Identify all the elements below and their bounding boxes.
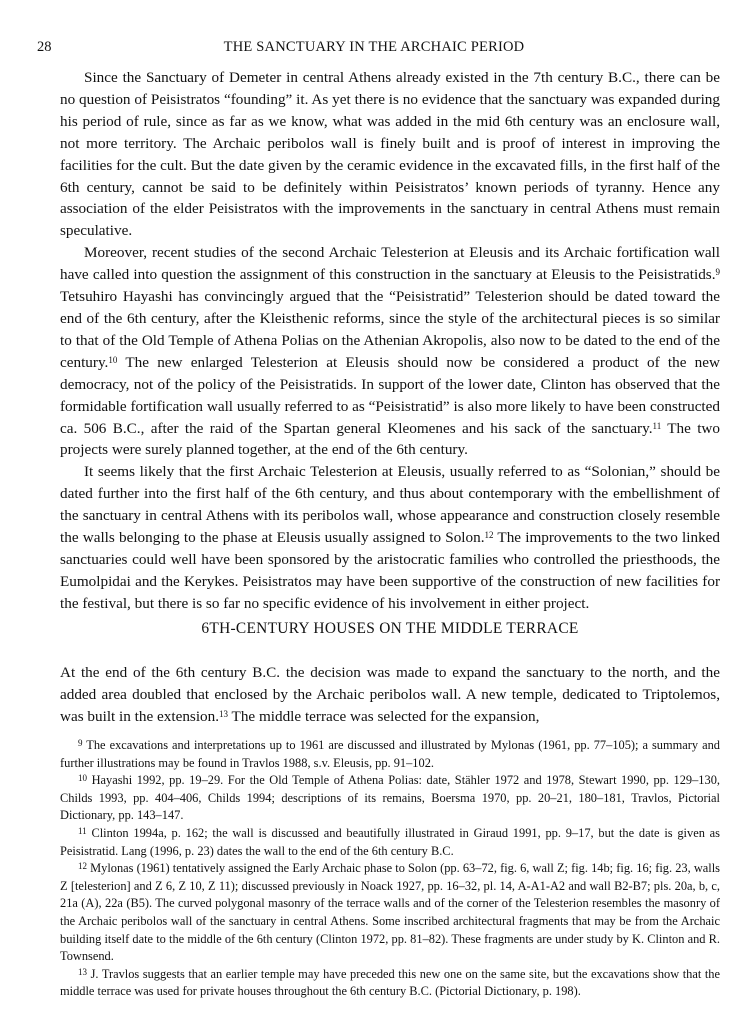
footnote-11-number: 11	[78, 825, 87, 836]
paragraph-1	[60, 67, 720, 242]
paragraph-2	[60, 242, 720, 461]
footnote-9	[60, 737, 720, 772]
footnote-12-text: Mylonas (1961) tentatively assigned the Early Archaic phase to Solon (pp. 63–72, fig. 6, wall Z; fig. 14b; fig. 16; fig. 23, walls Z [telesterion] and Z 6, Z 10, Z 11); discussed previously in Noack 1927, pp. 16–32, pl. 14, A-A1-A2 and wall B2-B7; pls. 20a, b, c, 21a (A), 22a (B5). The curved polygonal masonry of the terrace walls and of the corner of the Telesterion resembles the masonry of the Archaic peribolos wall of the sanctuary in central Athens. Some inscribed architectural fragments that may be from the Archaic building itself date to the middle of the 6th century (Clinton 1972, pp. 81–82). These fragments are under study by K. Clinton and R. Townsend.	[60, 861, 720, 964]
footnote-12	[60, 860, 720, 966]
running-title: THE SANCTUARY IN THE ARCHAIC PERIOD	[223, 39, 525, 55]
footnote-ref-9[interactable]: 9	[715, 267, 720, 278]
footnote-13-number: 13	[78, 966, 87, 977]
footnote-12-number: 12	[78, 861, 87, 872]
paragraph-2-text-b: Tetsuhiro Hayashi has convincingly argued that the “Peisistratid” Telesterion should be dated toward the end of the 6th century, after the Kleisthenic reforms, since the style of the architectural pieces is so similar to that of the Old Temple of Athena Polias on the Athenian Akropolis, also now to be dated to the end of the century.	[60, 288, 720, 371]
paragraph-3-text-b: The improvements to the two linked sanctuaries could well have been sponsored by the aristocratic families who controlled the priesthoods, the Eumolpidai and the Kerykes. Peisistratos may have been supportive of the construction of new facilities for the festival, but there is so far no specific evidence of his involvement in either project.	[60, 529, 720, 612]
section-paragraph-1-text-b: The middle terrace was selected for the expansion,	[228, 707, 540, 725]
section-heading: 6TH-CENTURY HOUSES ON THE MIDDLE TERRACE	[201, 620, 579, 637]
footnote-ref-13[interactable]: 13	[219, 708, 229, 719]
section-text	[60, 662, 720, 728]
footnote-10	[60, 772, 720, 825]
footnote-9-number: 9	[78, 738, 83, 748]
page-number: 28	[37, 39, 52, 55]
footnote-9-text: The excavations and interpretations up to 1961 are discussed and illustrated by Mylonas (1961, pp. 77–105); a summary and further illustrations may be found in Travlos 1988, s.v. Eleusis, pp. 91–102.	[60, 738, 720, 770]
footnote-10-number: 10	[78, 773, 87, 784]
footnote-ref-11[interactable]: 11	[652, 420, 662, 431]
footnote-ref-10[interactable]: 10	[108, 354, 118, 365]
footnote-13-text: J. Travlos suggests that an earlier temple may have preceded this new one on the same site, but the excavations show that the middle terrace was used for private houses throughout the 6th century B.C. (Pictorial Dictionary, p. 198).	[60, 966, 720, 999]
footnote-ref-12[interactable]: 12	[484, 530, 494, 541]
footnote-11-text: Clinton 1994a, p. 162; the wall is discussed and beautifully illustrated in Giraud 1991, pp. 9–17, but the date is given as Peisistratid. Lang (1996, p. 23) dates the wall to the end of the 6th century B.C.	[60, 825, 720, 858]
footnotes	[60, 737, 720, 1001]
footnote-13	[60, 966, 720, 1001]
footnote-11	[60, 825, 720, 860]
paragraph-3	[60, 461, 720, 614]
paragraph-2-text-c: The new enlarged Telesterion at Eleusis should now be considered a product of the new democracy, not of the policy of the Peisistratids. In support of the lower date, Clinton has observed that the formidable fortification wall usually referred to as “Peisistratid” is also more likely to have been constructed ca. 506 B.C., after the raid of the Spartan general Kleomenes and his sack of the sanctuary.	[60, 353, 720, 437]
body-text	[60, 67, 720, 615]
section-paragraph-1	[60, 662, 720, 728]
paragraph-2-text-d: The two projects were surely planned together, at the end of the 6th century.	[60, 419, 720, 459]
footnote-10-text: Hayashi 1992, pp. 19–29. For the Old Temple of Athena Polias: date, Stähler 1972 and 1978, Stewart 1990, pp. 129–130, Childs 1993, pp. 404–406, Childs 1994; descriptions of its remains, Boersma 1970, pp. 20–21, 180–181, Travlos, Pictorial Dictionary, pp. 143–147.	[60, 773, 720, 823]
paragraph-2-text-a: Moreover, recent studies of the second Archaic Telesterion at Eleusis and its Archaic fortification wall have called into question the assignment of this construction in the sanctuary at Eleusis to the Peisistratids.	[60, 244, 720, 284]
section-paragraph-1-text-a: At the end of the 6th century B.C. the decision was made to expand the sanctuary to the north, and the added area doubled that enclosed by the Archaic peribolos wall. A new temple, dedicated to Triptolemos, was built in the extension.	[60, 664, 720, 725]
running-head	[37, 39, 711, 61]
paragraph-3-text-a: It seems likely that the first Archaic Telesterion at Eleusis, usually referred to as “Solonian,” should be dated further into the first half of the 6th century, and thus about contemporary with the embellishment of the sanctuary in central Athens with its peribolos wall, whose appearance and construction closely resemble the walls belonging to the phase at Eleusis usually assigned to Solon.	[60, 463, 720, 547]
paragraph-1-text: Since the Sanctuary of Demeter in central Athens already existed in the 7th century B.C., there can be no question of Peisistratos “founding” it. As yet there is no evidence that the sanctuary was expanded during his period of rule, since as far as we know, what was added in the mid 6th century was an enclosure wall, not more territory. The Archaic peribolos wall is finely built and is proof of interest in improving the facilities for the cult. But the date given by the ceramic evidence in the excavated fills, in the first half of the 6th century, cannot be said to be definitely within Peisistratos’ known periods of tyranny. Hence any association of the elder Peisistratos with the improvements in the sanctuary in central Athens must remain speculative.	[60, 69, 720, 240]
